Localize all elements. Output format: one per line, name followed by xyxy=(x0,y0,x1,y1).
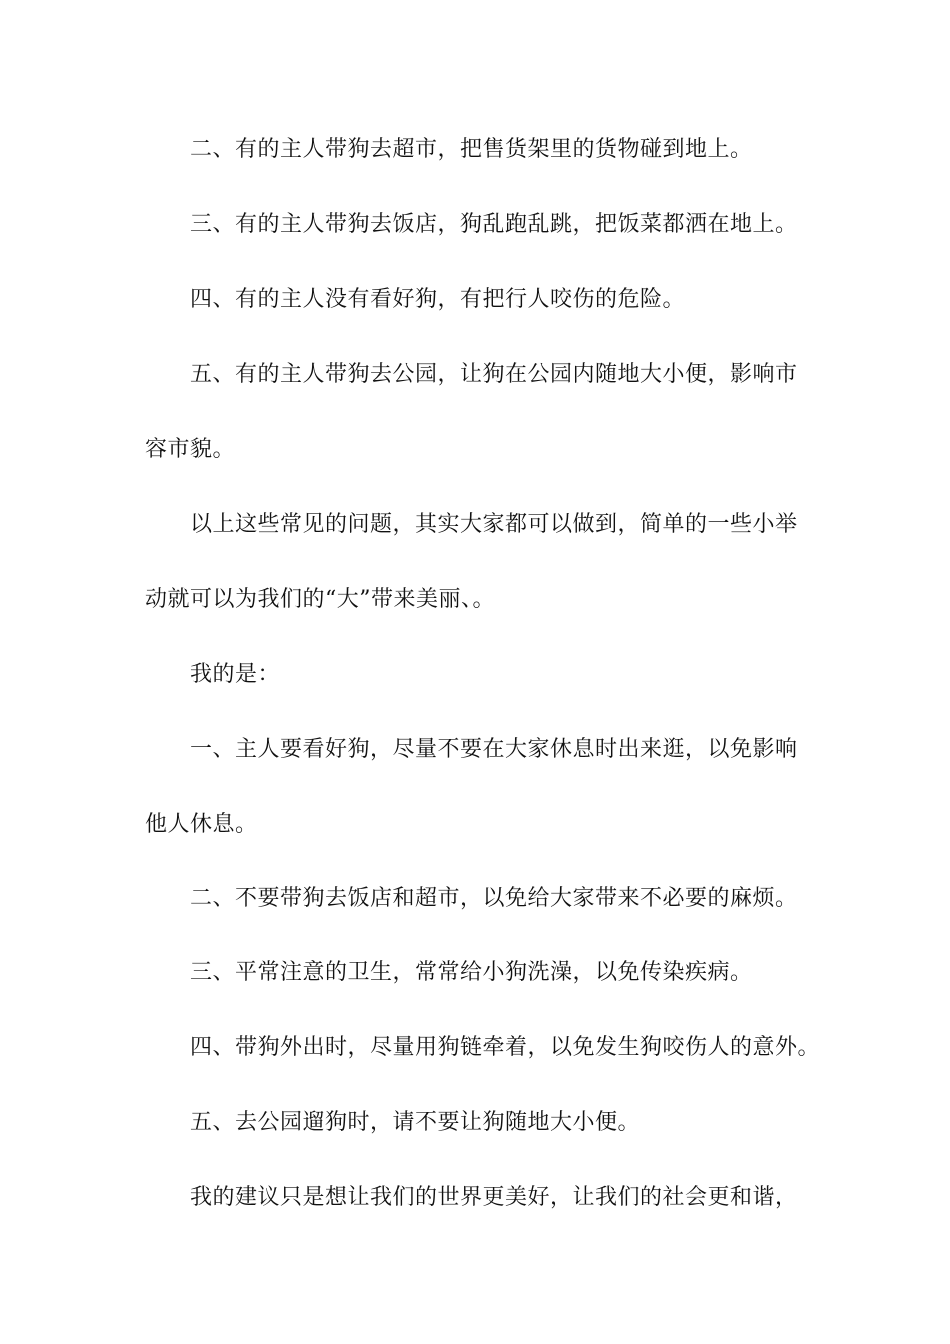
paragraph-line: 二、不要带狗去饭店和超市，以免给大家带来不必要的麻烦。 xyxy=(190,886,798,911)
paragraph-line: 三、有的主人带狗去饭店，狗乱跑乱跳，把饭菜都洒在地上。 xyxy=(190,212,798,237)
paragraph-line: 以上这些常见的问题，其实大家都可以做到，简单的一些小举 xyxy=(190,512,798,537)
paragraph-line: 我的是： xyxy=(190,662,281,687)
paragraph-line: 三、平常注意的卫生，常常给小狗洗澡，以免传染疾病。 xyxy=(190,960,753,985)
paragraph-line: 他人休息。 xyxy=(145,812,258,837)
paragraph-line: 四、有的主人没有看好狗，有把行人咬伤的危险。 xyxy=(190,287,686,312)
paragraph-line: 二、有的主人带狗去超市，把售货架里的货物碰到地上。 xyxy=(190,137,753,162)
paragraph-line: 一、主人要看好狗，尽量不要在大家休息时出来逛，以免影响 xyxy=(190,737,798,762)
paragraph-line: 容市貌。 xyxy=(145,437,236,462)
paragraph-line: 五、有的主人带狗去公园，让狗在公园内随地大小便，影响市 xyxy=(190,362,798,387)
paragraph-line: 动就可以为我们的“大”带来美丽、。 xyxy=(145,587,495,612)
paragraph-line: 四、带狗外出时，尽量用狗链牵着，以免发生狗咬伤人的意外。 xyxy=(190,1035,821,1060)
paragraph-line: 五、去公园遛狗时，请不要让狗随地大小便。 xyxy=(190,1110,641,1135)
paragraph-line: 我的建议只是想让我们的世界更美好，让我们的社会更和谐， xyxy=(190,1185,798,1210)
